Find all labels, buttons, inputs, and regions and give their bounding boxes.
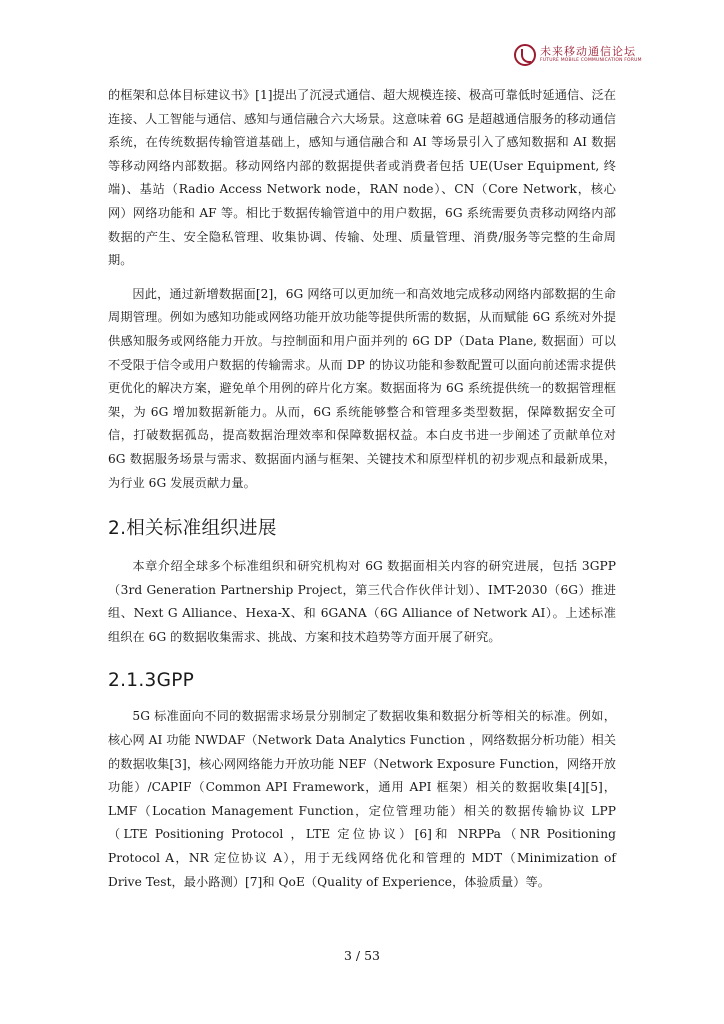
document-body: [108, 84, 616, 894]
paragraph-standards-overview: 本章介绍全球多个标准组织和研究机构对 6G 数据面相关内容的研究进展，包括 3GPP（3rd Generation Partnership Project，第三代合作伙伴计划）、IMT-2030（6G）推进组、Next G Alliance、Hexa-X、和 6GANA（6G Alliance of Network AI）。上述标准组织在 6G 的数据收集需求、挑战、方案和技术趋势等方面开展了研究。: [108, 559, 616, 644]
forum-logo-icon: [514, 44, 536, 66]
paragraph-3gpp: 5G 标准面向不同的数据需求场景分别制定了数据收集和数据分析等相关的标准。例如，核心网 AI 功能 NWDAF（Network Data Analytics Function ，网络数据分析功能）相关的数据收集[3]，核心网网络能力开放功能 NEF（Network Exposure Function，网络开放功能）/CAPIF（Common API Framework，通用 API 框架）相关的数据收集[4][5]， LMF（Location Management Function，定位管理功能）相关的数据传输协议 LPP（LTE Positioning Protocol ，LTE 定位协议）[6]和 NRPPa（NR Positioning Protocol A，NR 定位协议 A），用于无线网络优化和管理的 MDT（Minimization of Drive Test，最小路测）[7]和 QoE（Quality of Experience，体验质量）等。: [108, 709, 616, 889]
paragraph-data-plane: 因此，通过新增数据面[2]，6G 网络可以更加统一和高效地完成移动网络内部数据的生命周期管理。例如为感知功能或网络功能开放功能等提供所需的数据，从而赋能 6G 系统对外提供感知服务或网络能力开放。与控制面和用户面并列的 6G DP（Data Plane, 数据面）可以不受限于信令或用户数据的传输需求。从而 DP 的协议功能和参数配置可以面向前述需求提供更优化的解决方案，避免单个用例的碎片化方案。数据面将为 6G 系统提供统一的数据管理框架，为 6G 增加数据新能力。从而，6G 系统能够整合和管理多类型数据，保障数据安全可信，打破数据孤岛，提高数据治理效率和保障数据权益。本白皮书进一步阐述了贡献单位对 6G 数据服务场景与需求、数据面内涵与框架、关键技术和原型样机的初步观点和最新成果，为行业 6G 发展贡献力量。: [108, 286, 616, 490]
subsection-heading: 2.1.3GPP: [108, 670, 195, 692]
logo-text-en: FUTURE MOBILE COMMUNICATION FORUM: [540, 58, 642, 64]
paragraph-intro-continued: 的框架和总体目标建议书》[1]提出了沉浸式通信、超大规模连接、极高可靠低时延通信、泛在连接、人工智能与通信、感知与通信融合六大场景。这意味着 6G 是超越通信服务的移动通信系统，在传统数据传输管道基础上，感知与通信融合和 AI 等场景引入了感知数据和 AI 数据等移动网络内部数据。移动网络内部的数据提供者或消费者包括 UE(User Equipment, 终端)、基站（Radio Access Network node，RAN node）、CN（Core Network，核心网）网络功能和 AF 等。相比于数据传输管道中的用户数据，6G 系统需要负责移动网络内部数据的产生、安全隐私管理、收集协调、传输、处理、质量管理、消费/服务等完整的生命周期。: [108, 88, 616, 268]
forum-logo: [514, 44, 642, 66]
forum-logo-text: [540, 46, 642, 64]
section-heading: 2.相关标准组织进展: [108, 518, 277, 540]
page-number: 3 / 53: [343, 948, 381, 963]
logo-text-cn: 未来移动通信论坛: [540, 45, 636, 59]
